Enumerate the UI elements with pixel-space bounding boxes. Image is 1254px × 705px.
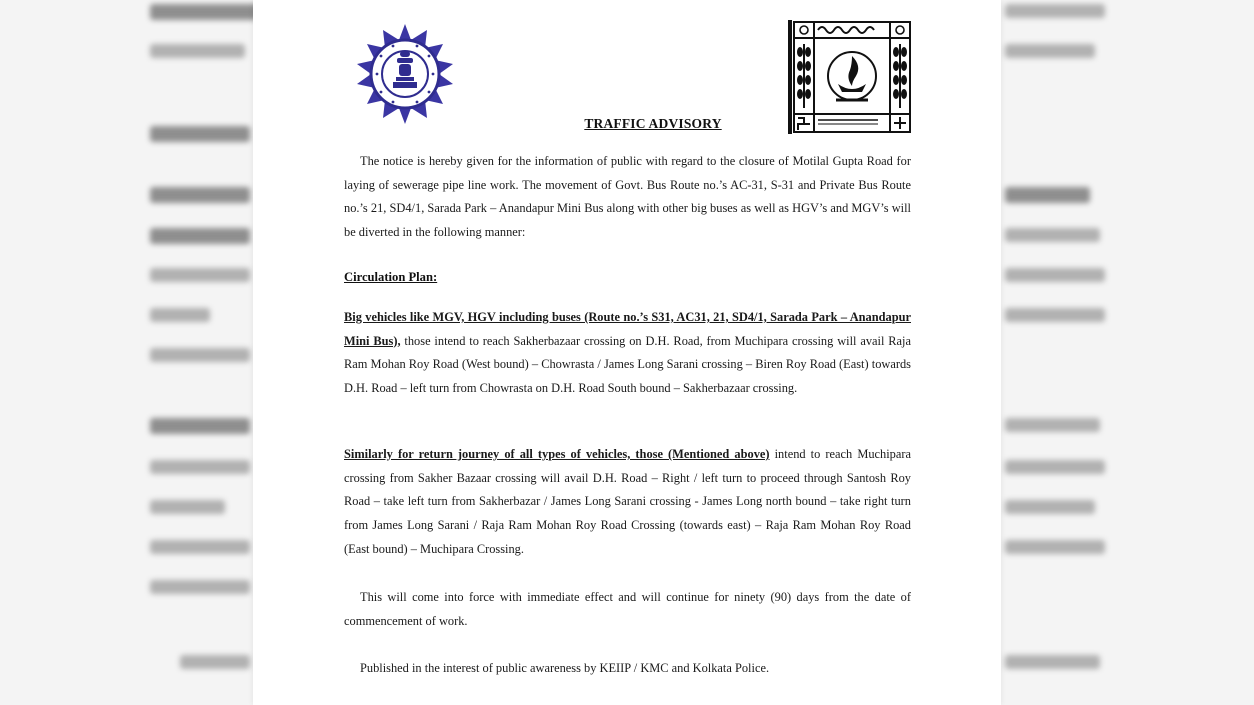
force-text: This will come into force with immediate effect and will continue for ninety (90) days from the date of commencement of work. [344, 590, 911, 628]
published-paragraph [344, 657, 911, 681]
intro-paragraph [344, 150, 911, 245]
kolkata-police-emblem-icon [353, 22, 457, 126]
document-page [253, 0, 1001, 705]
circulation-plan-heading: Circulation Plan: [344, 270, 438, 284]
published-text: Published in the interest of public awareness by KEIIP / KMC and Kolkata Police. [360, 661, 770, 675]
force-paragraph [344, 586, 911, 633]
plan-2-text: intend to reach Muchipara crossing from Sakher Bazaar crossing will avail D.H. Road – Right / left turn to proceed through Santosh Roy Road – take left turn from Sakherbazar / James Long Sarani crossing - James Long north bound – take right turn from James Long Sarani / Raja Ram Mohan Roy Road Crossing (towards east) – Raja Ram Mohan Roy Road (East bound) – Muchipara Crossing. [344, 447, 911, 556]
document-title: TRAFFIC ADVISORY [584, 116, 722, 131]
plan-1-text: those intend to reach Sakherbazaar crossing on D.H. Road, from Muchipara crossing will avail Raja Ram Mohan Roy Road (West bound) – Chowrasta / James Long Sarani crossing – Biren Roy Road (East) towards D.H. Road – left turn from Chowrasta on D.H. Road South bound – Sakherbazaar crossing. [344, 333, 911, 396]
intro-text: The notice is hereby given for the information of public with regard to the closure of Motilal Gupta Road for laying of sewerage pipe line work. The movement of Govt. Bus Route no.’s AC-31, S-31 and Private Bus Route no.’s 21, SD4/1, Sarada Park – Anandapur Mini Bus along with other big buses as well as HGV’s and MGV’s will be diverted in the following manner: [344, 154, 911, 240]
plan-1-bold-text: Big vehicles like MGV, HGV including buses (Route no.’s S31, AC31, 21, SD4/1, Sarada Park – Anandapur Mini Bus), [344, 310, 911, 348]
plan-paragraph-1 [344, 306, 911, 401]
plan-paragraph-2 [344, 443, 911, 562]
plan-2-bold-text: Similarly for return journey of all types of vehicles, those (Mentioned above) [344, 447, 770, 461]
